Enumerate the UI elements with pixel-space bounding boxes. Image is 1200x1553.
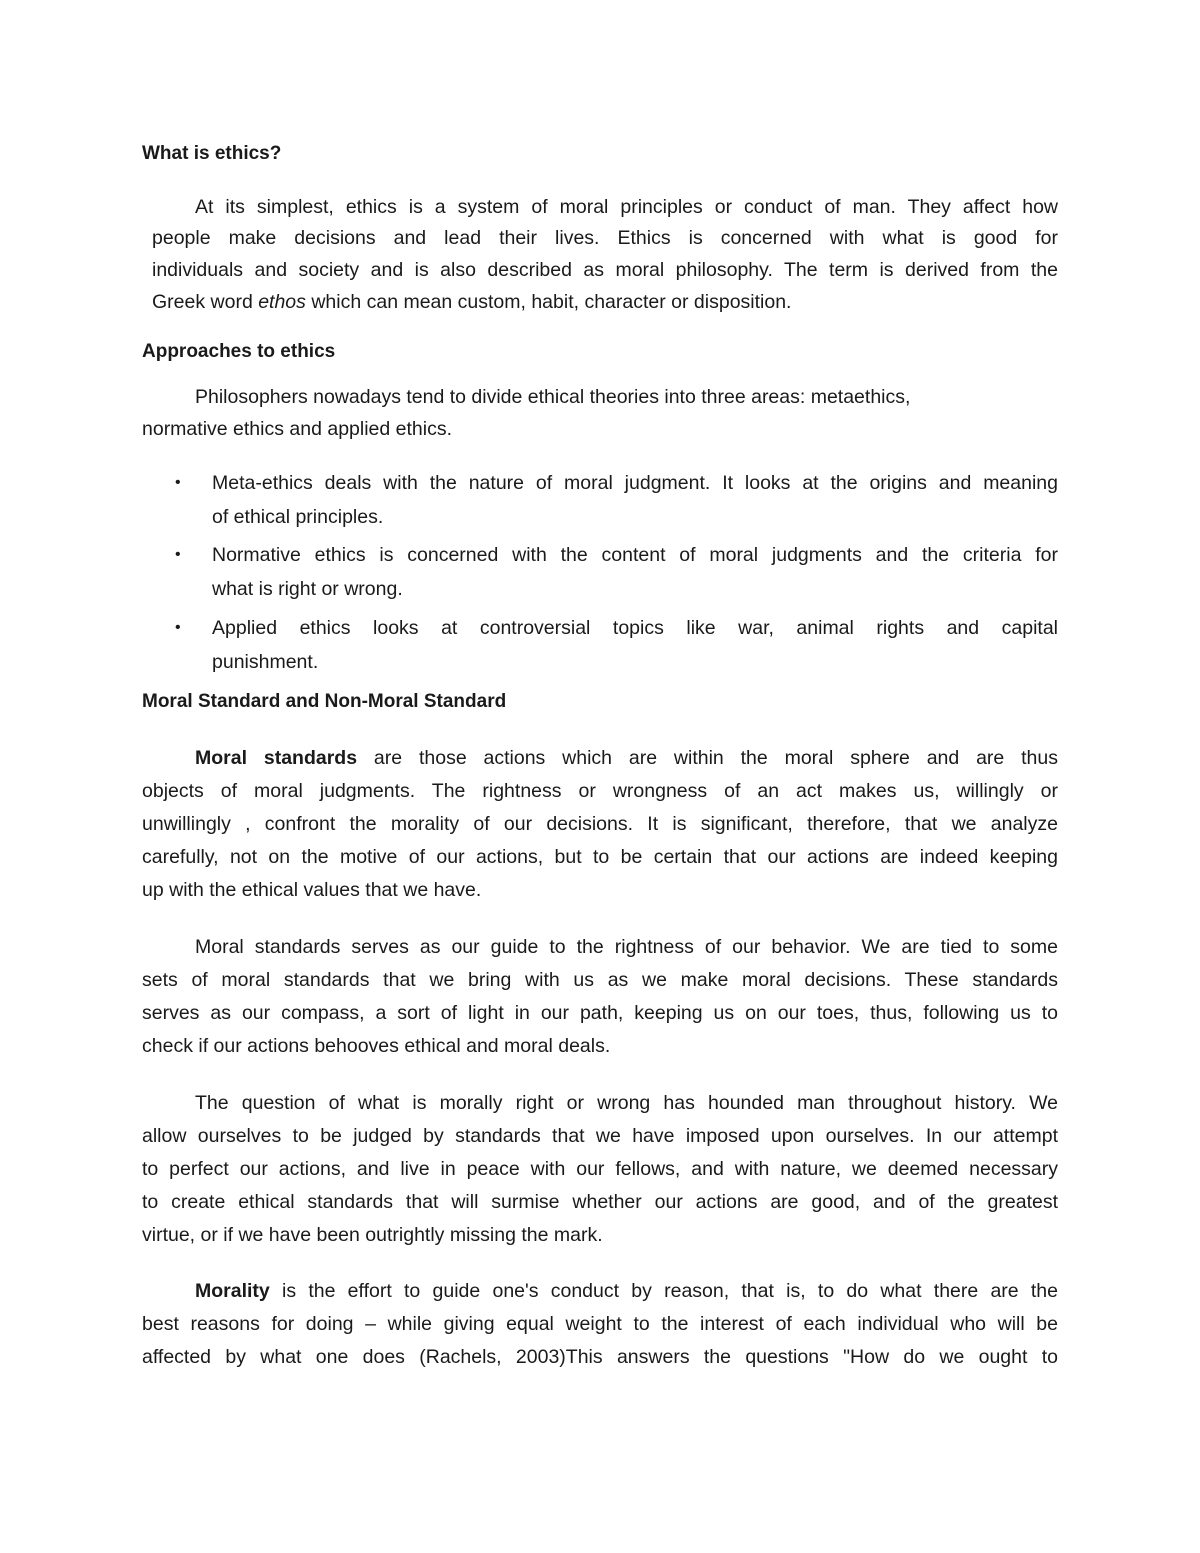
- bullet-icon: •: [175, 474, 181, 491]
- paragraph-line: The question of what is morally right or wrong has hounded man throughout history. We: [195, 1092, 1058, 1114]
- paragraph-line: individuals and society and is also described as moral philosophy. The term is derived from the: [152, 259, 1058, 281]
- paragraph-line: what is right or wrong.: [212, 578, 403, 600]
- paragraph-line: to create ethical standards that will surmise whether our actions are good, and of the greatest: [142, 1191, 1058, 1213]
- paragraph-line: [142, 1275, 1058, 1308]
- text-run: which can mean custom, habit, character or disposition.: [305, 291, 792, 313]
- paragraph-moral-question: [142, 1087, 1058, 1252]
- paragraph-line: sets of moral standards that we bring with us as we make moral decisions. These standards: [142, 969, 1058, 991]
- paragraph-line: punishment.: [212, 651, 319, 673]
- list-item-text: [212, 538, 1058, 606]
- paragraph-line: At its simplest, ethics is a system of moral principles or conduct of man. They affect how: [195, 196, 1058, 218]
- paragraph-line: Normative ethics is concerned with the content of moral judgments and the criteria for: [212, 544, 1058, 566]
- paragraph-approaches-intro: [142, 381, 1058, 445]
- paragraph-line: allow ourselves to be judged by standards that we have imposed upon ourselves. In our attempt: [142, 1125, 1058, 1147]
- heading-what-is-ethics: What is ethics?: [142, 143, 282, 164]
- paragraph-line: check if our actions behooves ethical and moral deals.: [142, 1035, 611, 1057]
- paragraph-line: best reasons for doing – while giving equal weight to the interest of each individual who will be: [142, 1313, 1058, 1335]
- paragraph-line: up with the ethical values that we have.: [142, 879, 482, 901]
- bold-term-moral-standards: Moral standards: [195, 747, 358, 769]
- paragraph-line: Meta-ethics deals with the nature of moral judgment. It looks at the origins and meaning: [212, 472, 1058, 494]
- paragraph-line: serves as our compass, a sort of light in our path, keeping us on our toes, thus, following us to: [142, 1002, 1058, 1024]
- paragraph-line: normative ethics and applied ethics.: [142, 418, 453, 440]
- paragraph-line: unwillingly , confront the morality of our decisions. It is significant, therefore, that we analyze: [142, 813, 1058, 835]
- text-run: Greek word: [152, 291, 259, 313]
- italic-term-ethos: ethos: [258, 291, 306, 313]
- paragraph-morality: [142, 1275, 1058, 1374]
- paragraph-line: people make decisions and lead their lives. Ethics is concerned with what is good for: [152, 227, 1058, 249]
- paragraph-moral-standards: [142, 742, 1058, 907]
- list-item-text: [212, 466, 1058, 534]
- text-run: are those actions which are within the moral sphere and are thus: [357, 747, 1058, 769]
- bold-term-morality: Morality: [195, 1280, 270, 1302]
- paragraph-line: to perfect our actions, and live in peace with our fellows, and with nature, we deemed necessary: [142, 1158, 1058, 1180]
- paragraph-line: Moral standards serves as our guide to the rightness of our behavior. We are tied to some: [195, 936, 1058, 958]
- paragraph-ethics-definition: [152, 191, 1058, 318]
- paragraph-line: objects of moral judgments. The rightness or wrongness of an act makes us, willingly or: [142, 780, 1058, 802]
- paragraph-line: of ethical principles.: [212, 506, 384, 528]
- paragraph-moral-guide: [142, 931, 1058, 1063]
- heading-moral-standard: Moral Standard and Non-Moral Standard: [142, 691, 507, 712]
- heading-approaches-to-ethics: Approaches to ethics: [142, 341, 336, 362]
- bullet-icon: •: [175, 619, 181, 636]
- text-run: is the effort to guide one's conduct by reason, that is, to do what there are the: [269, 1280, 1058, 1302]
- paragraph-line: [142, 742, 1058, 775]
- paragraph-line: virtue, or if we have been outrightly missing the mark.: [142, 1224, 603, 1246]
- paragraph-line: [152, 286, 1058, 318]
- paragraph-line: affected by what one does (Rachels, 2003)This answers the questions "How do we ought to: [142, 1346, 1058, 1368]
- paragraph-line: carefully, not on the motive of our actions, but to be certain that our actions are indeed keeping: [142, 846, 1058, 868]
- list-item-text: [212, 611, 1058, 679]
- paragraph-line: Philosophers nowadays tend to divide ethical theories into three areas: metaethics,: [195, 386, 911, 408]
- bullet-icon: •: [175, 546, 181, 563]
- paragraph-line: Applied ethics looks at controversial topics like war, animal rights and capital: [212, 617, 1058, 639]
